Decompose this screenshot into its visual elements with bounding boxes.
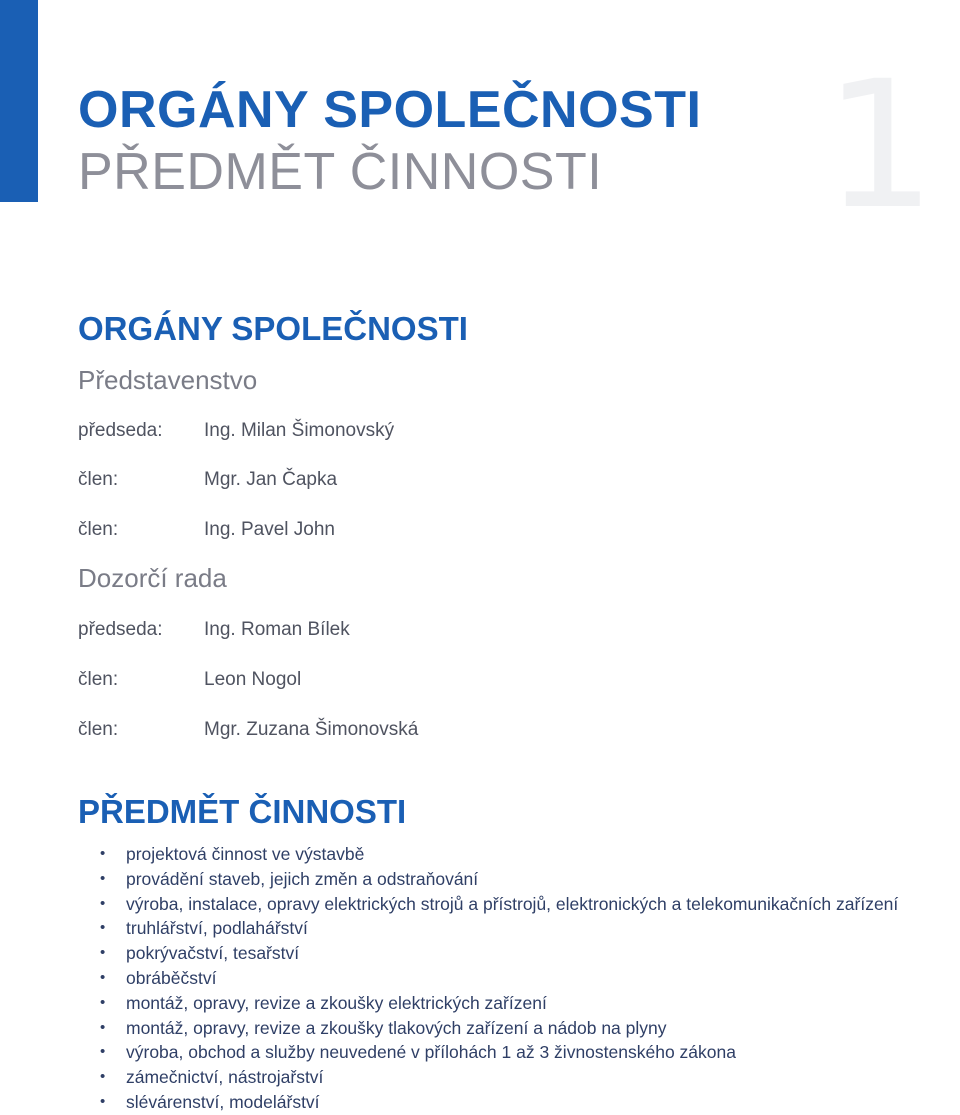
bullet-icon: •: [100, 845, 106, 862]
bullet-icon: •: [100, 993, 106, 1011]
activity-text: výroba, instalace, opravy elektrických strojů a přístrojů, elektronických a telekomunikačních zařízení: [126, 893, 899, 914]
bullet-icon: •: [100, 944, 106, 962]
bullet-icon: •: [100, 968, 106, 986]
member-name: Mgr. Jan Čapka: [204, 469, 338, 490]
activity-text: zámečnictví, nástrojařství: [126, 1067, 324, 1088]
bullet-icon: •: [100, 1068, 106, 1086]
chapter-number: 1: [824, 43, 932, 248]
list-item: [100, 1090, 960, 1115]
bullet-icon: •: [100, 1018, 106, 1036]
list-item: [100, 1016, 960, 1041]
activities-heading: PŘEDMĚT ČINNOSTI: [78, 793, 407, 830]
bullet-icon: •: [100, 869, 106, 887]
list-item: [100, 1040, 960, 1065]
member-role: člen:: [78, 519, 119, 540]
bullet-icon: •: [100, 894, 106, 912]
member-role: předseda:: [78, 619, 163, 640]
list-item: [100, 1065, 960, 1090]
member-name: Ing. Pavel John: [204, 519, 335, 540]
activity-text: projektová činnost ve výstavbě: [126, 844, 365, 864]
supervisory-board-title: Dozorčí rada: [78, 563, 227, 593]
board-title: Představenstvo: [78, 365, 258, 395]
list-item: [100, 966, 960, 991]
activities-list: [100, 842, 960, 1115]
member-name: Leon Nogol: [204, 669, 302, 690]
bullet-icon: •: [100, 919, 106, 937]
bullet-icon: •: [100, 1043, 106, 1061]
activity-text: montáž, opravy, revize a zkoušky elektrických zařízení: [126, 992, 547, 1013]
list-item: [100, 991, 960, 1016]
activity-text: montáž, opravy, revize a zkoušky tlakových zařízení a nádob na plyny: [126, 1017, 667, 1038]
member-name: Ing. Milan Šimonovský: [204, 420, 395, 441]
member-name: Ing. Roman Bílek: [204, 619, 350, 640]
organs-heading: ORGÁNY SPOLEČNOSTI: [78, 310, 468, 347]
list-item: [100, 842, 960, 867]
page-subtitle: PŘEDMĚT ČINNOSTI: [78, 143, 603, 201]
activity-text: slévárenství, modelářství: [126, 1091, 320, 1112]
list-item: [100, 892, 960, 917]
activity-text: obráběčství: [126, 967, 217, 988]
activity-text: provádění staveb, jejich změn a odstraňování: [126, 868, 479, 889]
accent-side-bar: [0, 0, 38, 202]
member-name: Mgr. Zuzana Šimonovská: [204, 719, 419, 740]
list-item: [100, 867, 960, 892]
member-role: předseda:: [78, 420, 163, 441]
member-role: člen:: [78, 719, 119, 740]
activity-text: pokrývačství, tesařství: [126, 943, 300, 964]
member-role: člen:: [78, 469, 119, 490]
activity-text: výroba, obchod a služby neuvedené v přílohách 1 až 3 živnostenského zákona: [126, 1042, 736, 1063]
bullet-icon: •: [100, 1092, 106, 1110]
page-title: ORGÁNY SPOLEČNOSTI: [78, 81, 702, 139]
activity-text: truhlářství, podlahářství: [126, 918, 308, 939]
member-role: člen:: [78, 669, 119, 690]
list-item: [100, 916, 960, 941]
list-item: [100, 941, 960, 966]
